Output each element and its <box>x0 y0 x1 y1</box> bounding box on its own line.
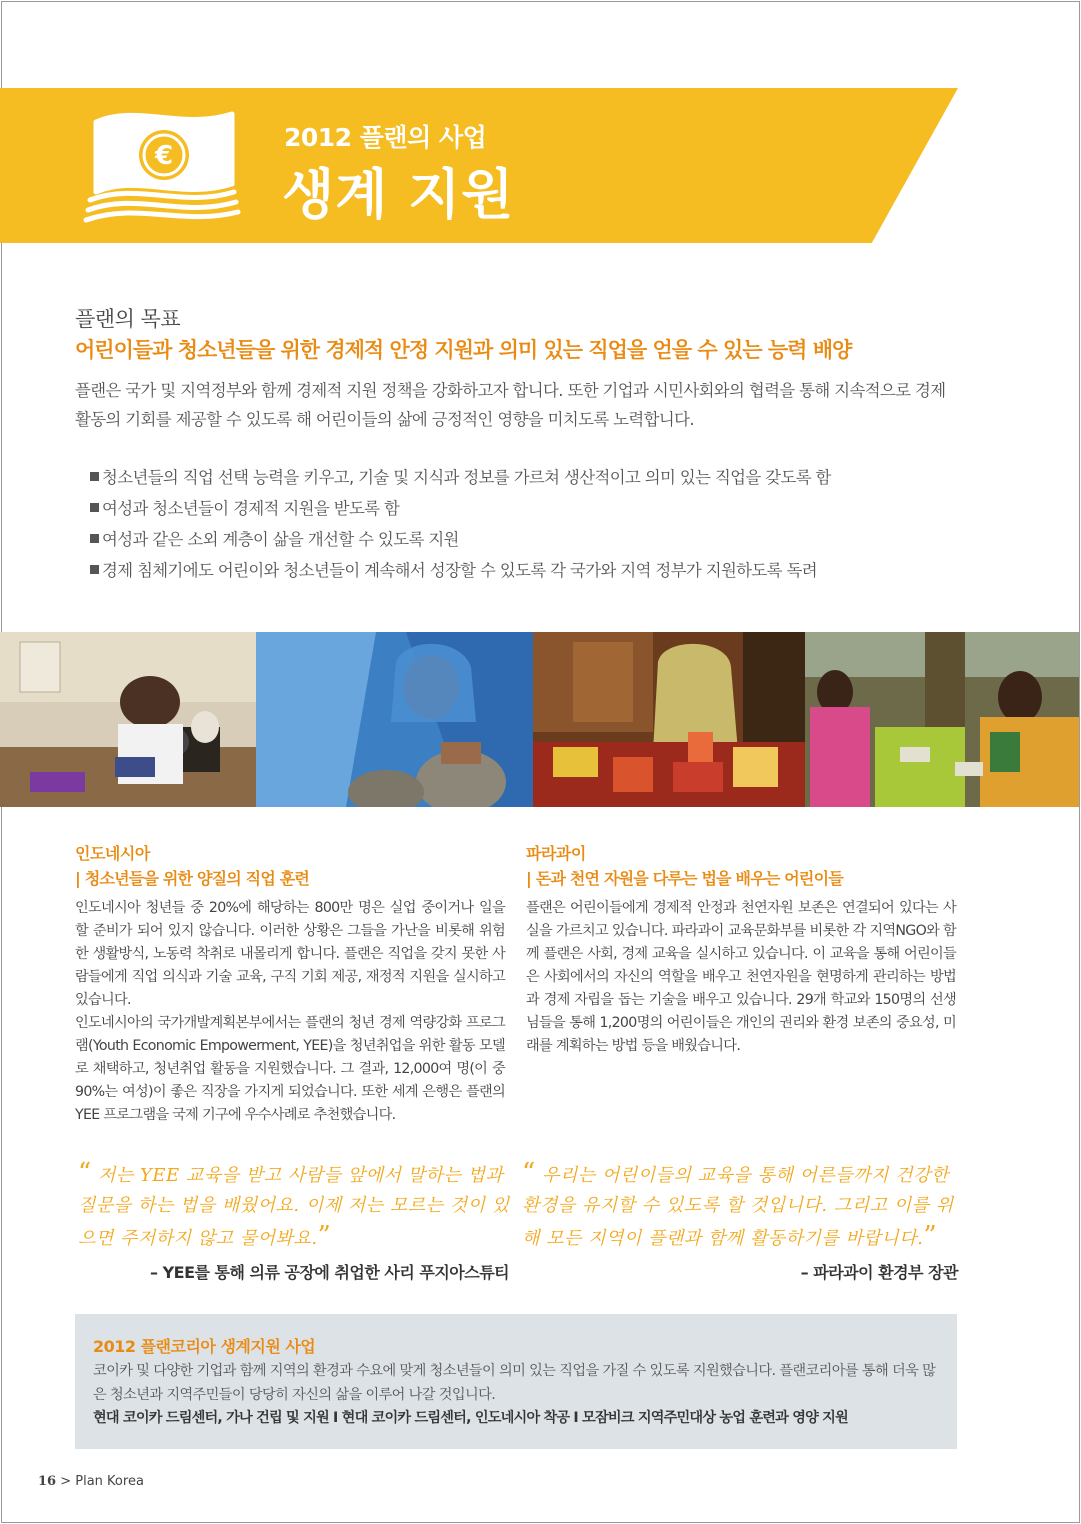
page-title: 생계 지원 <box>282 163 515 226</box>
banner-subtitle: 2012 플랜의 사업 <box>284 123 487 152</box>
country-name: 인도네시아 <box>75 844 150 863</box>
quote-text: 우리는 어린이들의 교육을 통해 어른들까지 건강한 환경을 유지할 수 있도록 할 것입니다. 그리고 이를 위해 모든 지역이 플랜과 함께 활동하기를 바랍니다. <box>522 1165 954 1249</box>
body-paragraph: 인도네시아의 국가개발계획본부에서는 플랜의 청년 경제 역량강화 프로그램(Youth Economic Empowerment, YEE)을 청년취업을 위한 활동 모델로 채택하고, 청년취업 활동을 지원했습니다. 그 결과, 12,000여 명(이 중 90%는 여성)이 좋은 직장을 가지게 되었습니다. 또한 세계 은행은 플랜의 YEE 프로그램을 국제 기구에 우수사례로 추천했습니다. <box>75 1015 505 1123</box>
plan-korea-info-box <box>75 1314 957 1449</box>
indonesia-section <box>75 842 505 1127</box>
bullet-text: 청소년들의 직업 선택 능력을 키우고, 기술 및 지식과 정보를 가르쳐 생산적이고 의미 있는 직업을 갖도록 함 <box>102 468 831 487</box>
goal-label: 플랜의 목표 <box>75 307 181 331</box>
bullet-item <box>90 555 990 586</box>
section-title: | 돈과 천연 자원을 다루는 법을 배우는 어린이들 <box>526 869 843 888</box>
quote-text: 저는 YEE 교육을 받고 사람들 앞에서 말하는 법과 질문을 하는 법을 배웠어요. 이제 저는 모르는 것이 있으면 주저하지 않고 물어봐요. <box>78 1165 510 1249</box>
goal-bullet-list <box>90 462 990 586</box>
body-paragraph: 플랜은 어린이들에게 경제적 안정과 천연자원 보존은 연결되어 있다는 사실을 가르치고 있습니다. 파라과이 교육문화부를 비롯한 각 지역NGO와 함께 플랜은 사회, 경제 교육을 실시하고 있습니다. 이 교육을 통해 어린이들은 사회에서의 자신의 역할을 배우고 천연자원을 현명하게 관리하는 방법과 경제 자립을 돕는 기술을 배우고 있습니다. 29개 학교와 150명의 선생님들을 통해 1,200명의 어린이들은 개인의 권리와 환경 보존의 중요성, 미래를 계획하는 방법 등을 배웠습니다. <box>526 900 956 1054</box>
open-quote-icon: “ <box>522 1158 536 1188</box>
photo-sewing-class <box>0 632 256 807</box>
section-body <box>75 897 505 1127</box>
bullet-item <box>90 462 990 493</box>
square-bullet-icon <box>90 534 99 543</box>
svg-text:€: € <box>154 141 174 171</box>
testimonial-quote <box>522 1158 962 1254</box>
section-title: | 청소년들을 위한 양질의 직업 훈련 <box>75 869 310 888</box>
euro-banknote-icon <box>82 100 247 225</box>
bullet-text: 여성과 청소년들이 경제적 지원을 받도록 함 <box>102 499 400 518</box>
photo-snack-vendor <box>533 632 805 807</box>
info-title: 2012 플랜코리아 생계지원 사업 <box>93 1337 316 1356</box>
photo-pottery-woman <box>256 632 533 807</box>
square-bullet-icon <box>90 472 99 481</box>
square-bullet-icon <box>90 565 99 574</box>
section-body <box>526 897 956 1058</box>
testimonial-quote <box>78 1158 518 1254</box>
close-quote-icon: ” <box>923 1221 938 1251</box>
page-number: 16 <box>38 1474 57 1489</box>
footer-separator: > <box>56 1474 76 1489</box>
body-paragraph: 인도네시아 청년들 중 20%에 해당하는 800만 명은 실업 중이거나 일을 할 준비가 되어 있지 않습니다. 이러한 상황은 그들을 가난을 비롯해 위험한 생활방식, 노동력 착취로 내몰리게 합니다. 플랜은 직업을 갖지 못한 사람들에게 직업 의식과 기술 교육, 구직 기회 제공, 재정적 지원을 실시하고 있습니다. <box>75 900 505 1008</box>
close-quote-icon: ” <box>317 1221 332 1251</box>
quote-attribution: – YEE를 통해 의류 공장에 취업한 사리 푸지아스튜티 <box>150 1263 510 1282</box>
bullet-item <box>90 493 990 524</box>
info-projects: 현대 코이카 드림센터, 가나 건립 및 지원 I 현대 코이카 드림센터, 인도네시아 착공 I 모잠비크 지역주민대상 농업 훈련과 영양 지원 <box>93 1410 848 1426</box>
bullet-item <box>90 524 990 555</box>
square-bullet-icon <box>90 503 99 512</box>
bullet-text: 경제 침체기에도 어린이와 청소년들이 계속해서 성장할 수 있도록 각 국가와 지역 정부가 지원하도록 독려 <box>102 561 817 580</box>
bullet-text: 여성과 같은 소외 계층이 삶을 개선할 수 있도록 지원 <box>102 530 459 549</box>
quote-attribution: – 파라과이 환경부 장관 <box>800 1263 958 1282</box>
info-text: 코이카 및 다양한 기업과 함께 지역의 환경과 수요에 맞게 청소년들이 의미 있는 직업을 가질 수 있도록 지원했습니다. 플랜코리아를 통해 더욱 많은 청소년과 지역주민들이 당당히 자신의 삶을 이루어 나갈 것입니다. <box>93 1363 936 1403</box>
page-footer <box>38 1474 144 1489</box>
country-name: 파라과이 <box>526 844 586 863</box>
open-quote-icon: “ <box>78 1158 92 1188</box>
intro-paragraph: 플랜은 국가 및 지역정부와 함께 경제적 지원 정책을 강화하고자 합니다. 또한 기업과 시민사회와의 협력을 통해 지속적으로 경제 활동의 기회를 제공할 수 있도록 해 어린이들의 삶에 긍정적인 영향을 미치도록 노력합니다. <box>75 381 946 429</box>
paraguay-section <box>526 842 956 1058</box>
goal-headline: 어린이들과 청소년들을 위한 경제적 안정 지원과 의미 있는 직업을 얻을 수 있는 능력 배양 <box>75 338 852 362</box>
photo-strip <box>0 632 1079 807</box>
publication-name: Plan Korea <box>75 1474 144 1489</box>
photo-women-money <box>805 632 1079 807</box>
